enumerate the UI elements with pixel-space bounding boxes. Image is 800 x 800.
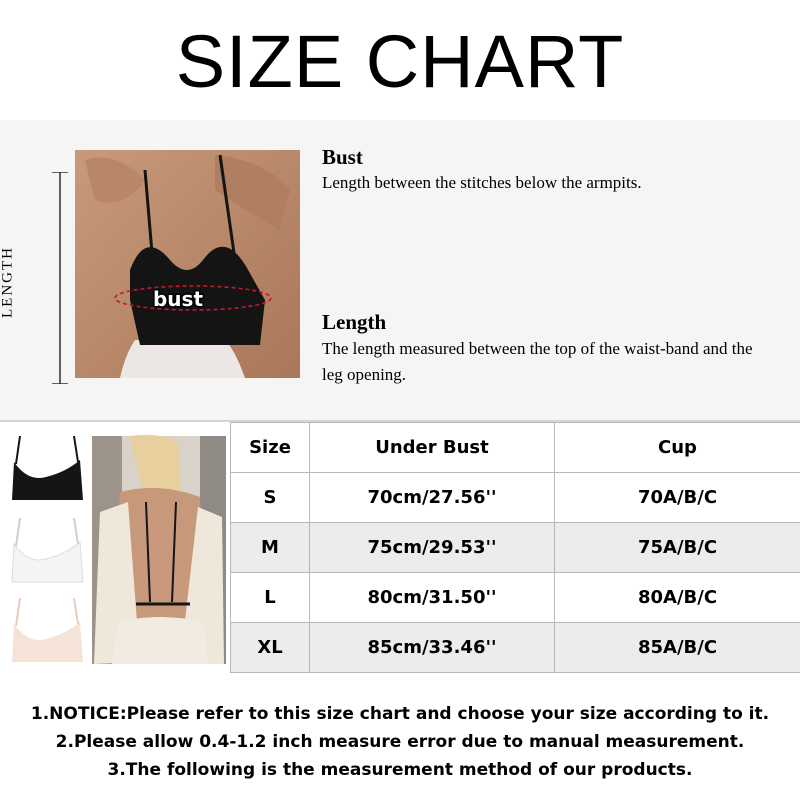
under-bust-cell: 85cm/33.46'': [310, 623, 555, 673]
table-header-row: [231, 423, 800, 473]
length-definition: The length measured between the top of the waist-band and the leg opening.: [322, 339, 753, 384]
length-ruler: [24, 172, 74, 384]
table-row: [231, 573, 800, 623]
cup-cell: 75A/B/C: [555, 523, 800, 573]
table-row: [231, 523, 800, 573]
model-illustration: [75, 150, 300, 378]
product-images: [0, 422, 230, 678]
table-row: [231, 473, 800, 523]
size-cell: XL: [231, 623, 310, 673]
bust-definition: Length between the stitches below the armpits.: [322, 173, 642, 192]
size-cell: L: [231, 573, 310, 623]
page-title: SIZE CHART: [175, 20, 625, 103]
size-cell: M: [231, 523, 310, 573]
notice-line-2: 2.Please allow 0.4-1.2 inch measure error due to manual measurement.: [55, 732, 745, 752]
notice-line-3: 3.The following is the measurement method of our products.: [107, 760, 693, 780]
cup-cell: 85A/B/C: [555, 623, 800, 673]
bust-label: bust: [152, 287, 204, 311]
cup-cell: 70A/B/C: [555, 473, 800, 523]
size-table: [230, 422, 800, 673]
notice-line-1: 1.NOTICE:Please refer to this size chart and choose your size according to it.: [30, 704, 770, 724]
header-size: Size: [231, 423, 310, 473]
black-product-image: [4, 432, 90, 510]
table-row: [231, 623, 800, 673]
length-label: LENGTH: [0, 246, 16, 318]
length-term: Length: [322, 310, 387, 334]
back-view-photo: [92, 435, 226, 664]
header-under-bust: Under Bust: [310, 423, 555, 473]
white-product-image: [12, 518, 83, 582]
bust-term: Bust: [322, 145, 363, 169]
under-bust-cell: 80cm/31.50'': [310, 573, 555, 623]
nude-product-image: [12, 598, 83, 662]
cup-cell: 80A/B/C: [555, 573, 800, 623]
under-bust-cell: 75cm/29.53'': [310, 523, 555, 573]
size-cell: S: [231, 473, 310, 523]
notes: [0, 700, 800, 784]
header-cup: Cup: [555, 423, 800, 473]
under-bust-cell: 70cm/27.56'': [310, 473, 555, 523]
